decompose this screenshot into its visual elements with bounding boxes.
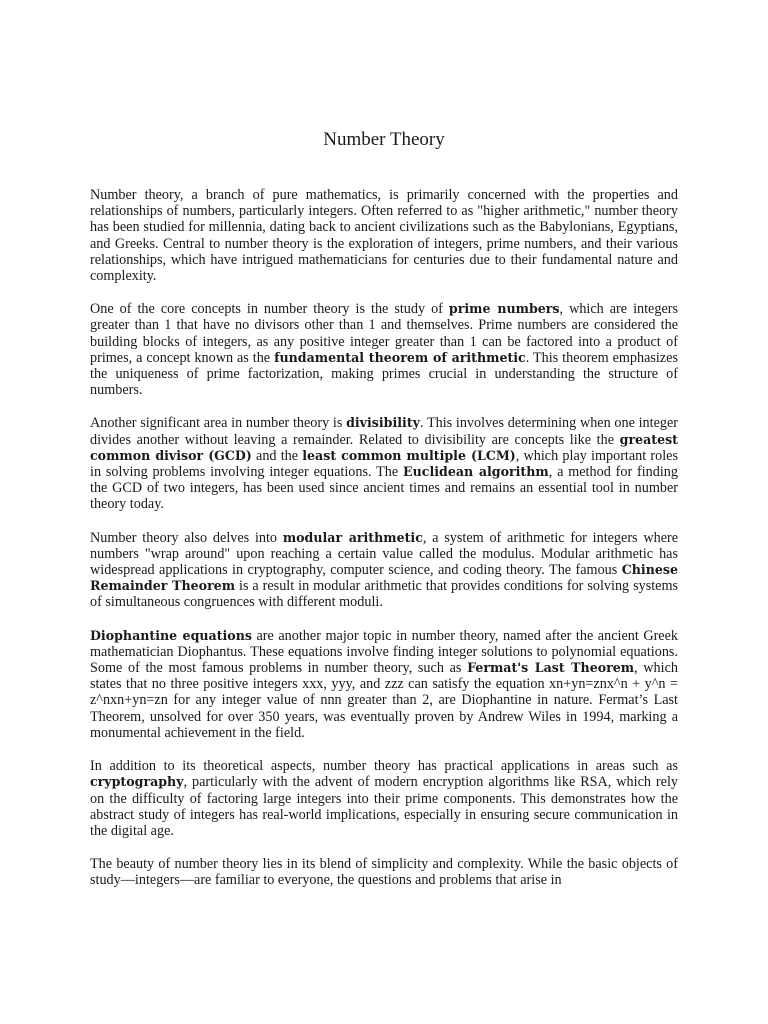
text-run: One of the core concepts in number theory is the study of (90, 301, 449, 318)
text-run: is a result in modular arithmetic that provides conditions for solving systems of simultaneous congruences with different moduli. (90, 578, 679, 611)
text-run: Another significant area in number theory is (90, 415, 347, 432)
document-title: Number Theory (323, 129, 445, 150)
text-run: , a system of arithmetic for integers where numbers "wrap around" upon reaching a certain value called the modulus. Modular arithmetic has widespread applications in cryptography, computer science, and coding theory. The famous (90, 529, 679, 579)
paragraph-6 (90, 758, 678, 839)
text-run: . This theorem emphasizes the uniqueness of prime factorization, making primes crucial in understanding the structure of numbers. (90, 349, 678, 399)
text-run: , which are integers greater than 1 that have no divisors other than 1 and themselves. Prime numbers are considered the building blocks of integers, as any positive integer greater than 1 can be factored into a product of primes, a concept known as the (90, 301, 678, 366)
text-run: . This involves determining when one integer divides another without leaving a remainder. Related to divisibility are concepts like the (90, 415, 679, 448)
bold-term: fundamental theorem of arithmetic (274, 349, 526, 365)
paragraph-5 (90, 628, 678, 741)
text-run: In addition to its theoretical aspects, number theory has practical applications in areas such as (90, 758, 678, 775)
bold-term: Fermat's Last Theorem (467, 660, 635, 676)
text-run: , which states that no three positive integers xxx, yyy, and zzz can satisfy the equation xn+yn=znx^n + y^n = z^nxn+yn=zn for any integer value of nnn greater than 2, are Diophantine in nature. Fermat’s Last Theorem, unsolved for over 350 years, was eventually proven by Andrew Wiles in 1994, marking a monumental achievement in the field. (90, 660, 678, 741)
bold-term: least common multiple (LCM) (302, 447, 516, 463)
bold-term: Chinese Remainder Theorem (90, 562, 678, 594)
text-run: , which play important roles in solving problems involving integer equations. The (90, 447, 678, 481)
paragraph-4 (90, 530, 678, 611)
bold-term: cryptography (90, 774, 184, 790)
bold-term: divisibility (346, 415, 420, 431)
paragraph-7 (90, 856, 678, 888)
text-run: and the (251, 447, 303, 464)
bold-term: Diophantine equations (90, 627, 252, 643)
text-run: , a method for finding the GCD of two integers, has been used since ancient times and remains an essential tool in number theory today. (90, 464, 678, 513)
text-run: The beauty of number theory lies in its blend of simplicity and complexity. While the basic objects of study—integers—are familiar to everyone, the questions and problems that arise in (90, 856, 678, 889)
paragraph-2 (90, 301, 678, 398)
paragraph-1 (90, 187, 678, 284)
bold-term: prime numbers (448, 301, 560, 317)
paragraph-3 (90, 415, 678, 512)
text-run: , particularly with the advent of modern encryption algorithms like RSA, which rely on the difficulty of factoring large integers into their prime components. This demonstrates how the abstract study of integers has real-world implications, especially in ensuring secure communication in the digital age. (90, 774, 678, 839)
bold-term: greatest common divisor (GCD) (90, 431, 678, 463)
bold-term: Euclidean algorithm (403, 464, 549, 480)
text-run: Number theory, a branch of pure mathematics, is primarily concerned with the properties and relationships of numbers, particularly integers. Often referred to as "higher arithmetic," number theory has been studied for millennia, dating back to ancient civilizations such as the Babylonians, Egyptians, and Greeks. Central to number theory is the exploration of integers, prime numbers, and their various relationships, which have intrigued mathematicians for centuries due to their fundamental nature and complexity. (90, 187, 678, 285)
text-run: are another major topic in number theory, named after the ancient Greek mathematician Diophantus. These equations involve finding integer solutions to polynomial equations. Some of the most famous problems in number theory, such as (90, 627, 678, 677)
text-run: Number theory also delves into (90, 529, 283, 546)
document-body (90, 187, 678, 889)
bold-term: modular arithmetic (282, 529, 423, 545)
